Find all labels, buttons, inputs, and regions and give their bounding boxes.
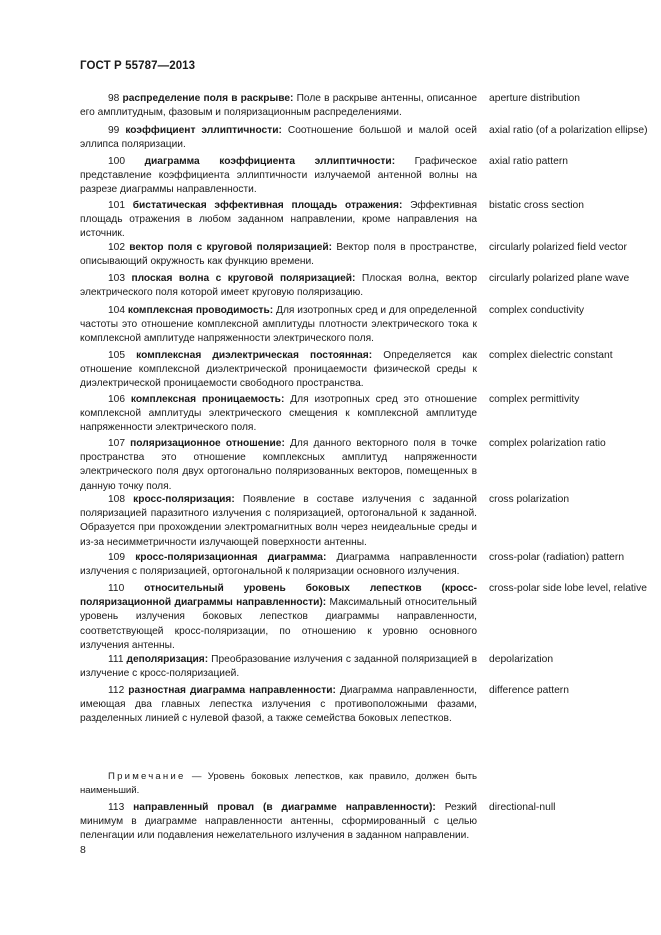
- term-definition: 101 бистатическая эффективная площадь отражения: Эффективная площадь отражения в любом заданном направлении, кроме направления на источник.: [80, 200, 477, 240]
- term-entry: [80, 304, 646, 347]
- english-term: difference pattern: [489, 685, 569, 696]
- term-definition: 100 диаграмма коэффициента эллиптичности: Графическое представление коэффициента эллиптичности излучаемой антенной волны на разрезе диаграммы направленности.: [80, 156, 477, 196]
- english-term: complex dielectric constant: [489, 350, 613, 361]
- english-term: circularly polarized plane wave: [489, 273, 630, 284]
- english-term: bistatic cross section: [489, 200, 584, 211]
- english-term: directional-null: [489, 802, 556, 813]
- term-entry: [80, 437, 646, 494]
- english-term: cross-polar (radiation) pattern: [489, 552, 625, 563]
- english-term: axial ratio (of a polarization ellipse): [489, 125, 648, 136]
- term-definition: 107 поляризационное отношение: Для данного векторного поля в точке пространства это отношение комплексных амплитуд напряженности электрического поля двух ортогонально поляризованных векторов, помещенных в данную точку поля.: [80, 438, 478, 492]
- term-definition: 102 вектор поля с круговой поляризацией: Вектор поля в пространстве, описывающий окружность как функцию времени.: [80, 242, 478, 268]
- english-term: complex conductivity: [489, 305, 584, 316]
- term-definition: 113 направленный провал (в диаграмме направленности): Резкий минимум в диаграмме направленности антенны, сформированный с целью пеленгации или подавления нежелательного излучения в заданном направлении.: [80, 802, 477, 842]
- term-definition: 98 распределение поля в раскрыве: Поле в раскрыве антенны, описанное его амплитудным, фазовым и поляризационным распределениями.: [80, 93, 477, 119]
- english-term: complex polarization ratio: [489, 438, 606, 449]
- term-definition: 110 относительный уровень боковых лепестков (кросс-поляризационной диаграммы направленности): Максимальный относительный уровень излучения боковых лепестков диаграммы направленности, соответствующей кросс-поляризации, по отношению к уровню основного излучения антенны.: [80, 583, 477, 651]
- term-definition: 111 деполяризация: Преобразование излучения с заданной поляризацией в излучение с кросс-поляризацией.: [80, 654, 477, 680]
- term-entry: [80, 241, 646, 269]
- term-definition: 106 комплексная проницаемость: Для изотропных сред это отношение комплексной амплитуды электрического смещения к комплексной амплитуде напряженности электрического поля.: [80, 394, 477, 434]
- term-definition: 108 кросс-поляризация: Появление в составе излучения с заданной поляризацией паразитного излучения с поляризацией, ортогональной к заданной. Образуется при прохождении электромагнитных волн через неидеальные среды и из-за несимметричности излучающей поверхности антенны.: [80, 494, 477, 548]
- note-label: Примечание: [108, 771, 186, 782]
- term-entry: [80, 92, 646, 120]
- term-entry: [80, 582, 646, 653]
- term-entry: [80, 155, 646, 198]
- term-definition: 104 комплексная проводимость: Для изотропных сред и для определенной частоты это отношение комплексной амплитуды плотности электрического тока к комплексной амплитуде напряженности электрического поля.: [80, 305, 477, 345]
- term-definition: 105 комплексная диэлектрическая постоянная: Определяется как отношение комплексной диэлектрической проницаемости физической среды к диэлектрической проницаемости свободного пространства.: [80, 350, 477, 390]
- english-term: circularly polarized field vector: [489, 242, 627, 253]
- english-term: depolarization: [489, 654, 554, 665]
- english-term: complex permittivity: [489, 394, 580, 405]
- english-term: cross-polar side lobe level, relative: [489, 583, 647, 594]
- term-entry: [80, 272, 646, 300]
- term-definition: 109 кросс-поляризационная диаграмма: Диаграмма направленности излучения с поляризацией, ортогональной к поляризации основного излучения.: [80, 552, 477, 578]
- term-entry: [80, 349, 646, 392]
- term-entry: [80, 551, 646, 579]
- term-entry: [80, 124, 646, 152]
- note: Примечание — Уровень боковых лепестков, как правило, должен быть наименьший.: [80, 771, 477, 796]
- page-number: 8: [80, 844, 86, 856]
- term-definition: 103 плоская волна с круговой поляризацией: Плоская волна, вектор электрического поля которой имеет круговую поляризацию.: [80, 273, 477, 299]
- term-entry: [80, 801, 646, 844]
- standard-header: ГОСТ Р 55787—2013: [80, 60, 196, 72]
- term-entry: [80, 493, 646, 550]
- term-entry: [80, 393, 646, 436]
- english-term: aperture distribution: [489, 93, 581, 104]
- term-entry: [80, 684, 646, 727]
- term-entry: [80, 199, 646, 242]
- english-term: cross polarization: [489, 494, 570, 505]
- term-definition: 112 разностная диаграмма направленности: Диаграмма направленности, имеющая два главных лепестка излучения с противоположными фазами, разделенных линией с нулевой фазой, а также семейства боковых лепестков.: [80, 685, 477, 725]
- term-definition: 99 коэффициент эллиптичности: Соотношение большой и малой осей эллипса поляризации.: [80, 125, 477, 151]
- term-entry: [80, 653, 646, 681]
- english-term: axial ratio pattern: [489, 156, 568, 167]
